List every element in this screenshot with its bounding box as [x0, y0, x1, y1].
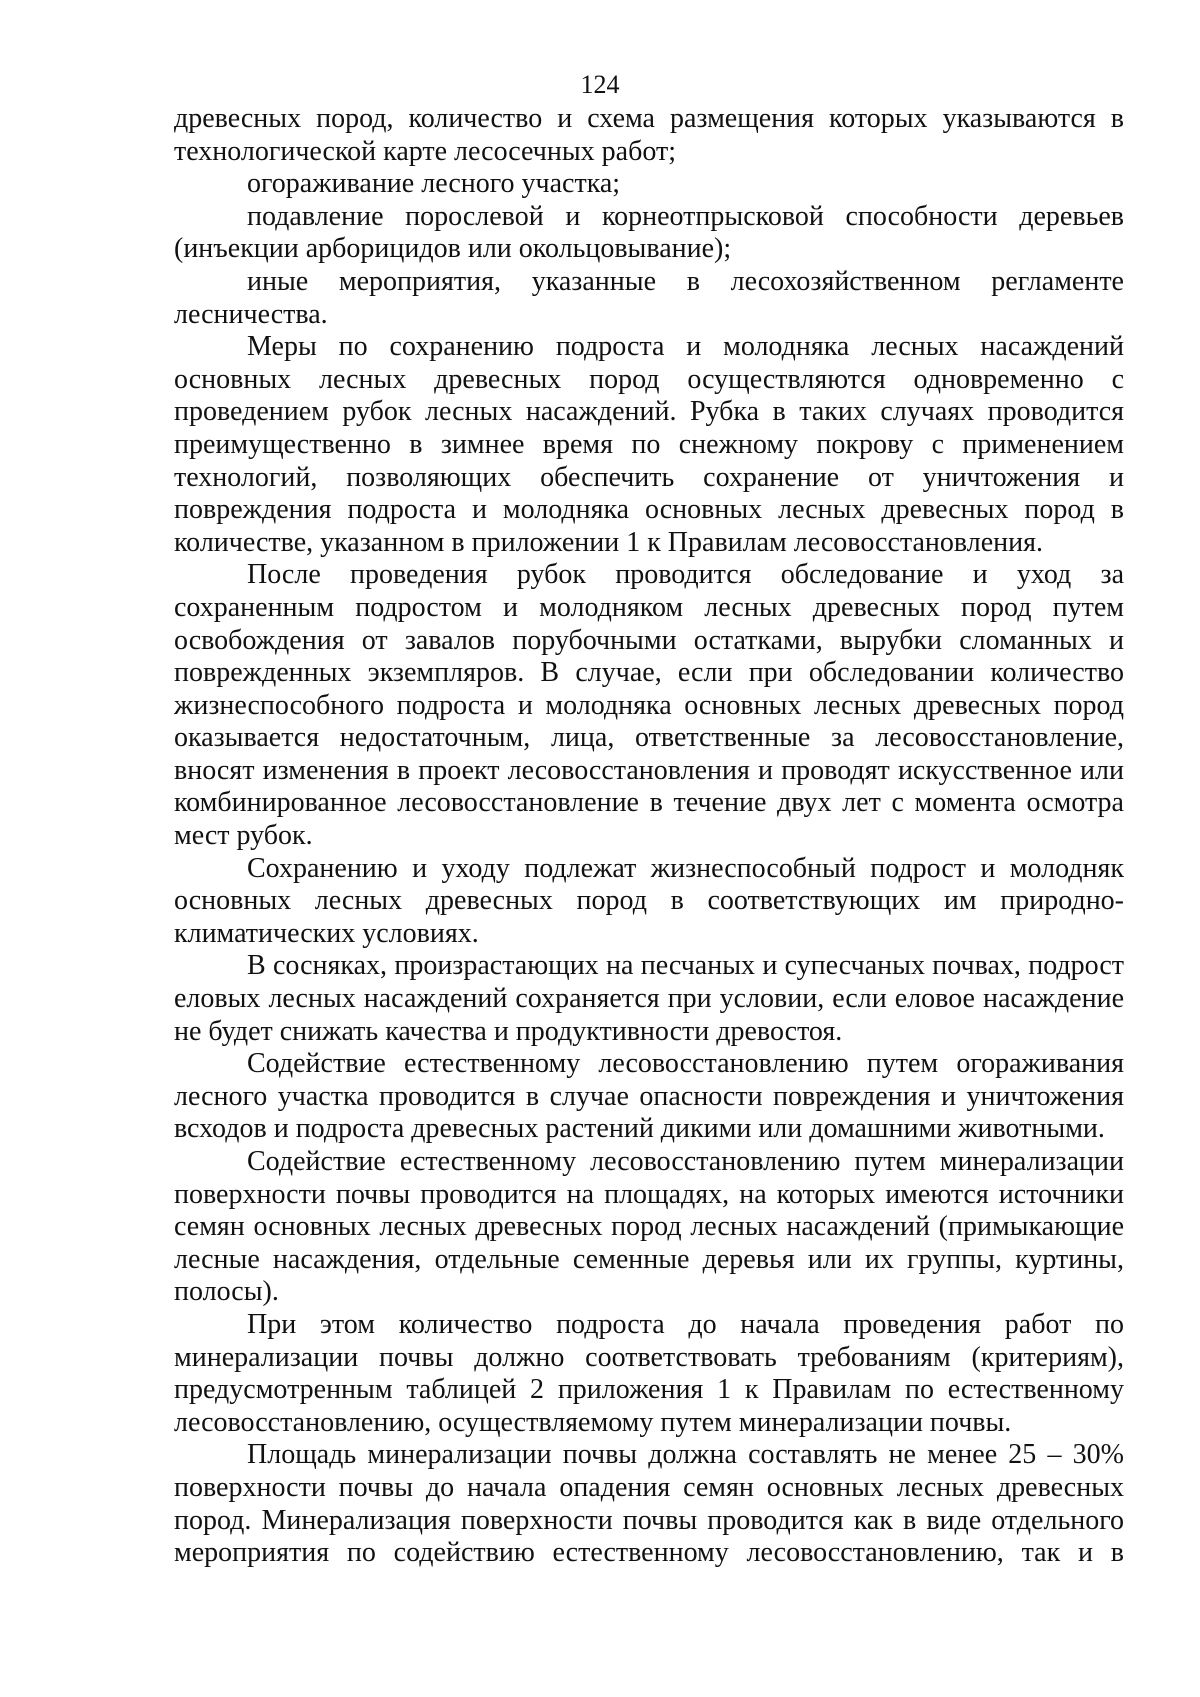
paragraph-fencing: огораживание лесного участка; [247, 168, 621, 200]
paragraph-pine-forests: В сосняках, произрастающих на песчаных и супесчаных почвах, подрост еловых лесных насаждений сохраняется при условии, если еловое насаждение не будет снижать качества и продуктивности древостоя. [174, 950, 1124, 1047]
paragraph-other-measures: иные мероприятия, указанные в лесохозяйственном регламенте лесничества. [174, 265, 1124, 330]
paragraph-preservation-measures: Меры по сохранению подроста и молодняка лесных насаждений основных лесных древесных пород осуществляются одновременно с проведением рубок лесных насаждений. Рубка в таких случаях проводится преимущественно в зимнее время по снежному покрову с применением технологий, позволяющих обеспечить сохранение от уничтожения и повреждения подроста и молодняка основных лесных древесных пород в количестве, указанном в приложении 1 к Правилам лесовосстановления. [174, 331, 1124, 558]
paragraph-continuation: древесных пород, количество и схема размещения которых указываются в технологической карте лесосечных работ; [174, 103, 1124, 167]
paragraph-after-felling: После проведения рубок проводится обследование и уход за сохраненным подростом и молодняком лесных древесных пород путем освобождения от завалов порубочными остатками, вырубки сломанных и поврежденных экземпляров. В случае, если при обследовании количество жизнеспособного подроста и молодняка основных лесных древесных пород оказывается недостаточным, лица, ответственные за лесовосстановление, вносят изменения в проект лесовосстановления и проводят искусственное или комбинированное лесовосстановление в течение двух лет с момента осмотра мест рубок. [174, 559, 1124, 852]
paragraph-undergrowth-requirements: При этом количество подроста до начала проведения работ по минерализации почвы должно соответствовать требованиям (критериям), предусмотренным таблицей 2 приложения 1 к Правилам по естественному лесовосстановлению, осуществляемому путем минерализации почвы. [174, 1308, 1124, 1438]
paragraph-preservation-subject: Сохранению и уходу подлежат жизнеспособный подрост и молодняк основных лесных древесных пород в соответствующих им природно-климатических условиях. [174, 852, 1124, 949]
paragraph-suppression: подавление порослевой и корнеотпрысковой способности деревьев (инъекции арборицидов или окольцовывание); [174, 200, 1124, 265]
paragraph-fencing-assistance: Содействие естественному лесовосстановлению путем огораживания лесного участка проводится в случае опасности повреждения и уничтожения всходов и подроста древесных растений дикими или домашними животными. [174, 1048, 1124, 1145]
paragraph-mineralization-assistance: Содействие естественному лесовосстановлению путем минерализации поверхности почвы проводится на площадях, на которых имеются источники семян основных лесных древесных пород лесных насаждений (примыкающие лесные насаждения, отдельные семенные деревья или их группы, куртины, полосы). [174, 1146, 1124, 1308]
paragraph-mineralization-area: Площадь минерализации почвы должна составлять не менее 25 – 30% поверхности почвы до начала опадения семян основных лесных древесных пород. Минерализация поверхности почвы проводится как в виде отдельного мероприятия по содействию естественному лесовосстановлению, так и в [174, 1439, 1124, 1569]
document-body [174, 103, 1124, 1570]
page-number: 124 [580, 70, 620, 99]
